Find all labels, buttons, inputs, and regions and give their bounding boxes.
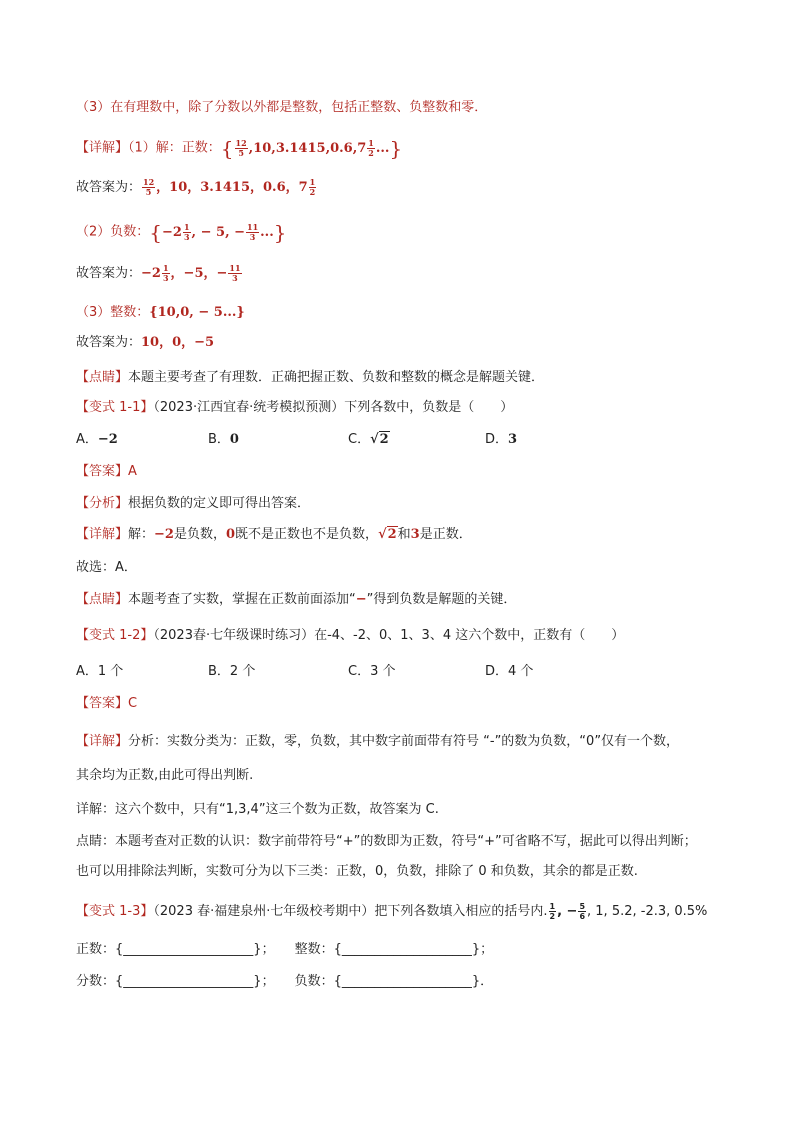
- fraction: $\frac{1}{2}$: [368, 137, 374, 158]
- detail-tag: 【详解】: [76, 140, 129, 156]
- sqrt-expression: √2: [370, 432, 389, 447]
- comment-tag: 【点睛】: [76, 370, 129, 385]
- fraction: $\frac{11}{3}$: [229, 263, 241, 283]
- detail-1-set: ,10,3.1415,0.6,7: [248, 140, 367, 156]
- answer-line: [76, 462, 137, 482]
- variant-tag: 【变式 1-1】: [76, 400, 154, 415]
- option-d: D．4 个: [485, 664, 534, 679]
- detail-text: 点睛：本题考查对正数的认识：数字前带符号“+”的数即为正数，符号“+”可省略不写，据此可以得出判断；: [76, 834, 697, 849]
- detail-text: 分析：实数分类为：正数，零，负数，其中数字前面带有符号 “-”的数为负数，“0”仅有一个数，: [128, 734, 680, 749]
- comment-line: 【点睛】本题考查了实数，掌握在正数前面添加“−”得到负数是解题的关键．: [76, 592, 517, 607]
- integer-blank[interactable]: {____________________}: [333, 942, 481, 957]
- detail-line: [76, 832, 697, 852]
- fraction: $\frac{1}{3}$: [183, 221, 190, 242]
- fill-row-1: 正数：{____________________}； 整数：{____________________}；: [76, 942, 494, 957]
- analysis-text: 根据负数的定义即可得出答案．: [128, 496, 311, 511]
- variant-question: （2023 春·福建泉州·七年级校考期中）把下列各数填入相应的括号内.: [153, 904, 548, 919]
- answer-prefix: 故答案为：: [76, 180, 142, 195]
- comment-1-line: [76, 368, 544, 388]
- choose-text: 故选：A．: [76, 560, 137, 575]
- fraction: $\frac{11}{3}$: [247, 221, 259, 242]
- fraction: $\frac{1}{2}$: [309, 177, 316, 197]
- detail-line: 【详解】解：−2是负数，0既不是正数也不是负数，√2和3是正数．: [76, 525, 472, 545]
- detail-tag: 【详解】: [76, 734, 129, 749]
- option-c: C．√2: [348, 430, 390, 450]
- detail-line: [76, 800, 439, 820]
- fraction: $\frac{12}{5}$: [235, 137, 247, 158]
- answer-1-values: ，10，3.1415，0.6，7: [156, 180, 308, 195]
- part-2-line: （2）负数：{−2 $\frac{1}{3}$ , − 5, − $\frac{11}{3}$ ...}: [76, 220, 287, 244]
- fraction: $\frac{5}{6}$: [579, 902, 586, 921]
- option-a: A．1 个: [76, 664, 124, 679]
- sqrt-expression: √2: [378, 527, 397, 542]
- comment-tag: 【点睛】: [76, 592, 129, 607]
- answer-tag: 【答案】: [76, 696, 129, 711]
- option-c: C．3 个: [348, 664, 396, 679]
- left-brace: {: [149, 220, 163, 244]
- fraction-blank[interactable]: {____________________}: [115, 974, 262, 989]
- detail-tag: 【详解】: [76, 527, 129, 542]
- analysis-tag: 【分析】: [76, 496, 129, 511]
- right-brace: }: [273, 220, 287, 244]
- detail-line: [76, 732, 679, 752]
- option-b: B．0: [208, 432, 239, 447]
- answer-2-line: 故答案为：−2 $\frac{1}{3}$ ，−5，− $\frac{11}{3}$: [76, 263, 241, 283]
- detail-text: 详解：这六个数中，只有“1,3,4”这三个数为正数，故答案为 C.: [76, 802, 439, 817]
- detail-text: 也可以用排除法判断，实数可分为以下三类：正数，0，负数，排除了 0 和负数，其余的都是正数.: [76, 864, 638, 879]
- integer-set: {10,0, − 5...}: [149, 305, 245, 320]
- fraction: $\frac{12}{5}$: [143, 177, 155, 197]
- text-line: [76, 98, 487, 118]
- fraction-label: 分数：: [76, 974, 116, 989]
- option-b: B．2 个: [208, 664, 256, 679]
- comment-text: 本题主要考查了有理数．正确把握正数、负数和整数的概念是解题关键．: [128, 370, 545, 385]
- positive-blank[interactable]: {____________________}: [115, 942, 262, 957]
- detail-line: [76, 766, 253, 786]
- answer-3-line: [76, 333, 214, 353]
- integer-label: 整数：: [294, 942, 334, 957]
- variant-tag: 【变式 1-3】: [76, 904, 154, 919]
- detail-text: 其余均为正数,由此可得出判断.: [76, 768, 254, 783]
- answer-prefix: 故答案为：: [76, 335, 142, 350]
- answer-tag: 【答案】: [76, 464, 129, 479]
- positive-label: 正数：: [76, 942, 116, 957]
- fraction: $\frac{1}{2}$: [549, 902, 556, 921]
- variant-1-1-title: [76, 398, 513, 418]
- analysis-line: [76, 494, 310, 514]
- rule-3-text: （3）在有理数中，除了分数以外都是整数，包括正整数、负整数和零．: [76, 100, 488, 115]
- answer-3-values: 10，0，−5: [141, 335, 215, 350]
- part-3-line: [76, 303, 245, 323]
- answer-value: A: [128, 464, 137, 479]
- option-a: A．−2: [76, 432, 118, 447]
- variant-1-3-title: 【变式 1-3】（2023 春·福建泉州·七年级校考期中）把下列各数填入相应的括号内. $\frac{1}{2}$ , − $\frac{5}{6}$ , 1, 5.2, -2.3, 0.5%: [76, 902, 708, 921]
- answer-prefix: 故答案为：: [76, 266, 142, 281]
- fill-row-2: 分数：{____________________}； 负数：{____________________}．: [76, 974, 494, 989]
- answer-value: C: [128, 696, 138, 711]
- variant-question: （2023·江西宜春·统考模拟预测）下列各数中，负数是（ ）: [153, 400, 514, 415]
- left-brace: {: [220, 136, 234, 160]
- number-list: , 1, 5.2, -2.3, 0.5%: [587, 904, 708, 919]
- variant-question: （2023春·七年级课时练习）在-4、-2、0、1、3、4 这六个数中，正数有（ ）: [153, 628, 625, 643]
- detail-line: [76, 862, 638, 882]
- option-d: D．3: [485, 432, 518, 447]
- answer-line: [76, 694, 137, 714]
- negative-label: 负数：: [294, 974, 334, 989]
- choose-line: [76, 558, 137, 578]
- ellipsis: ...: [375, 140, 390, 156]
- part-3-prefix: （3）整数：: [76, 305, 150, 320]
- detail-1-prefix: （1）解：正数：: [128, 140, 221, 156]
- right-brace: }: [389, 136, 403, 160]
- answer-1-line: [76, 178, 317, 198]
- part-2-prefix: （2）负数：: [76, 224, 150, 240]
- variant-1-2-title: [76, 626, 624, 646]
- fraction: $\frac{1}{3}$: [162, 263, 169, 283]
- negative-blank[interactable]: {____________________}: [333, 974, 481, 989]
- variant-tag: 【变式 1-2】: [76, 628, 154, 643]
- detail-1-line: [76, 138, 402, 159]
